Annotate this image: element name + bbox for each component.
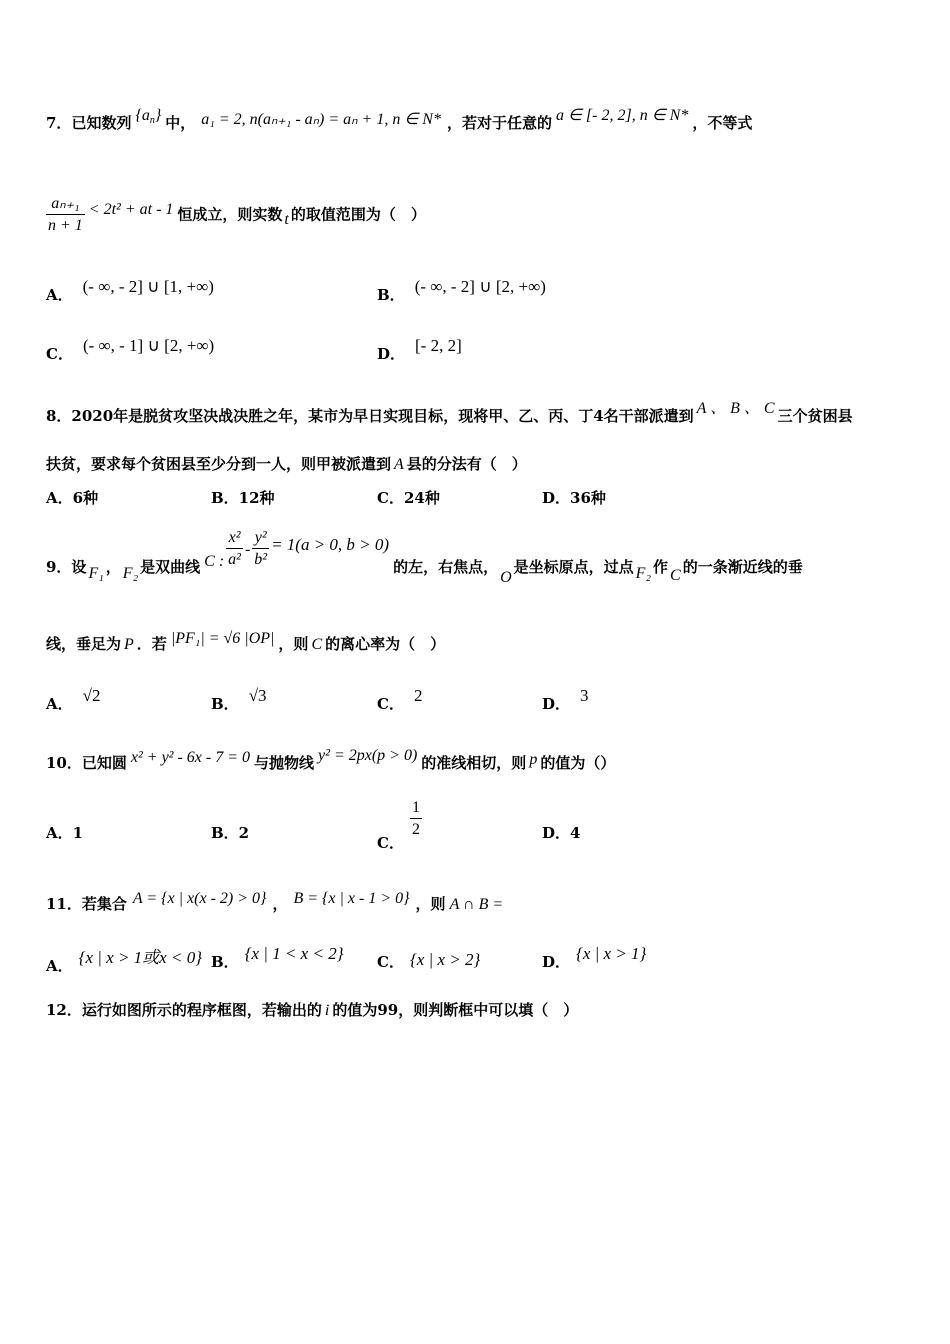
q9-text: 的左，右焦点，: [393, 557, 499, 576]
q11-set-a-math: A = {x | x(x - 2) > 0}: [132, 890, 267, 907]
q7-domain-math: a ∈ [- 2, 2], n ∈ N*: [555, 107, 689, 124]
q9-text: 的离心率为（ ）: [325, 635, 446, 653]
q9-equation-math: |PF₁| = √6 |OP|: [170, 630, 275, 647]
option-label: D．: [542, 695, 571, 713]
q7-option-c[interactable]: [46, 336, 215, 364]
q12-text: 的值为99，则判断框中可以填（ ）: [332, 1001, 579, 1019]
q7-line2: [46, 194, 426, 237]
q10-option-c-fraction: [410, 798, 422, 841]
q7-recurrence-math: a₁ = 2, n(aₙ₊₁ - aₙ) = aₙ + 1, n ∈ N*: [201, 111, 441, 128]
q8-text: 8．2020年是脱贫攻坚决战决胜之年，某市为早日实现目标，现将甲、乙、丙、丁4名干部派遣到: [46, 407, 694, 425]
q7-text: 中，: [165, 114, 196, 132]
option-label: B．: [211, 695, 239, 713]
q9-line2: [46, 630, 446, 654]
q10-text: 10．已知圆: [46, 754, 127, 772]
option-label: D．36种: [542, 489, 606, 507]
q10-text: 的准线相切，则: [421, 754, 527, 772]
q8-option-b[interactable]: [211, 487, 275, 508]
q9-frac-x-den: a²: [228, 551, 241, 568]
q9-text: 的一条渐近线的垂: [682, 557, 803, 576]
option-label: C．: [377, 833, 404, 852]
q11-text: 11．若集合: [46, 895, 127, 913]
fraction-num: 1: [410, 798, 422, 819]
q7-text: 恒成立，则实数: [177, 205, 283, 224]
q9-frac-y: [252, 528, 269, 571]
q8-option-d[interactable]: [542, 487, 606, 508]
q7-fraction-num: aₙ₊₁: [46, 194, 85, 215]
q9-option-c[interactable]: [377, 686, 423, 714]
q9-curve-name: C: [670, 566, 681, 584]
option-math: √3: [248, 686, 267, 705]
option-math: √2: [82, 686, 101, 705]
q7-number: 7．: [46, 114, 72, 132]
option-label: B．: [211, 953, 239, 971]
q9-text: 9．设: [46, 557, 87, 576]
q9-f2: F₂: [122, 564, 139, 582]
q10-text: 与抛物线: [254, 754, 315, 772]
q9-text: 是坐标原点，过点: [513, 557, 634, 576]
q9-f2: F₂: [635, 564, 652, 582]
q9-point-p: P: [124, 636, 134, 653]
q11-line: [46, 890, 507, 914]
q7-line1: [46, 107, 753, 134]
q9-frac-x-num: x²: [226, 528, 243, 549]
option-math: {x | x > 1}: [576, 944, 647, 963]
q9-frac-y-den: b²: [254, 551, 268, 568]
q7-text: 的取值范围为（ ）: [290, 205, 426, 224]
q11-option-d[interactable]: [542, 944, 647, 972]
q10-option-a[interactable]: [46, 822, 83, 843]
option-math: {x | 1 < x < 2}: [244, 944, 344, 963]
q11-text: ，则: [415, 895, 446, 913]
q10-option-c[interactable]: [377, 798, 422, 852]
q7-seq-sub: n: [149, 115, 155, 126]
option-label: A．: [46, 286, 73, 304]
q9-curve-name: C :: [204, 552, 225, 570]
q9-option-a[interactable]: [46, 686, 101, 714]
q8-line2: [46, 453, 527, 474]
q9-origin: O: [500, 568, 512, 586]
q9-option-b[interactable]: [211, 686, 267, 714]
q9-text: ，: [105, 557, 121, 576]
q10-parabola-math: y² = 2px(p > 0): [318, 747, 418, 764]
q11-text: ，: [272, 895, 288, 913]
q10-circle-math: x² + y² - 6x - 7 = 0: [130, 749, 251, 766]
q11-intersection-math: A ∩ B =: [449, 896, 504, 913]
q11-option-b[interactable]: [211, 944, 344, 972]
q9-curve-name: C: [311, 636, 323, 653]
option-label: B．12种: [211, 489, 275, 507]
q11-set-b-math: B = {x | x - 1 > 0}: [293, 890, 410, 907]
option-math: {x | x > 2}: [409, 950, 481, 969]
q11-option-c[interactable]: [377, 951, 480, 972]
option-label: D．: [542, 953, 571, 971]
q7-option-a[interactable]: [46, 277, 214, 305]
q10-line: [46, 747, 616, 773]
q8-text: 扶贫，要求每个贫困县至少分到一人，则甲被派遣到: [46, 455, 392, 473]
option-label: C．24种: [377, 489, 440, 507]
q12-var-i: i: [324, 1002, 330, 1019]
q7-var-t: t: [284, 210, 289, 228]
q8-text: 县的分法有（ ）: [406, 455, 527, 473]
q10-option-b[interactable]: [211, 822, 249, 843]
q7-text: ，不等式: [692, 114, 753, 132]
q8-line1: [46, 400, 853, 426]
q10-option-d[interactable]: [542, 822, 580, 843]
option-label: A．: [46, 695, 73, 713]
q9-frac-x: [226, 528, 243, 571]
option-label: D．: [377, 345, 406, 363]
option-math: (- ∞, - 1] ∪ [2, +∞): [82, 336, 215, 355]
q7-text: 已知数列: [71, 114, 132, 132]
q9-text: ．若: [136, 635, 167, 653]
q9-frac-y-num: y²: [252, 528, 269, 549]
q9-condition-math: = 1(a > 0, b > 0): [271, 534, 390, 554]
option-label: A．: [46, 957, 73, 975]
q8-counties-math: A 、 B 、 C: [696, 400, 775, 417]
q7-fraction: [46, 194, 85, 237]
q8-option-c[interactable]: [377, 487, 440, 508]
option-math: {x | x > 1或x < 0}: [78, 948, 202, 967]
q12-line: [46, 999, 578, 1020]
option-label: C．: [377, 695, 404, 713]
option-math: 2: [413, 686, 423, 705]
q7-inequality-math: < 2t² + at - 1: [88, 200, 174, 218]
q9-minus: -: [244, 540, 251, 558]
option-math: 3: [580, 686, 589, 705]
q9-text: 是双曲线: [140, 557, 201, 576]
q11-option-a[interactable]: [46, 948, 202, 976]
option-math: [- 2, 2]: [415, 336, 462, 355]
q9-line1: [46, 528, 803, 586]
q7-text: ，若对于任意的: [446, 114, 552, 132]
q8-county-a: A: [394, 456, 404, 473]
option-label: B．: [377, 286, 405, 304]
q7-option-b[interactable]: [377, 277, 546, 305]
option-label: C．: [46, 345, 73, 363]
q9-text: ，则: [278, 635, 309, 653]
option-math: (- ∞, - 2] ∪ [2, +∞): [414, 277, 546, 296]
fraction-den: 2: [411, 821, 420, 838]
option-label: B．2: [211, 824, 250, 842]
q7-seq-open: {a: [135, 107, 150, 124]
option-label: A．6种: [46, 489, 99, 507]
q7-option-d[interactable]: [377, 336, 462, 364]
q9-f1: F₁: [88, 564, 104, 582]
q7-seq-close: }: [154, 107, 162, 124]
option-math: (- ∞, - 2] ∪ [1, +∞): [82, 277, 214, 296]
q8-option-a[interactable]: [46, 487, 98, 508]
q7-sequence-math: [135, 107, 161, 124]
q7-fraction-den: n + 1: [48, 217, 83, 234]
q10-var-p: p: [529, 751, 538, 768]
q10-text: 的值为（）: [540, 754, 616, 772]
q9-option-d[interactable]: [542, 686, 589, 714]
q8-text: 三个贫困县: [777, 407, 853, 425]
option-label: D．4: [542, 824, 581, 842]
option-label: A．1: [46, 824, 84, 842]
q12-text: 12．运行如图所示的程序框图，若输出的: [46, 1001, 322, 1019]
q9-text: 线，垂足为: [46, 635, 122, 653]
option-label: C．: [377, 953, 404, 971]
q9-text: 作: [653, 557, 669, 576]
